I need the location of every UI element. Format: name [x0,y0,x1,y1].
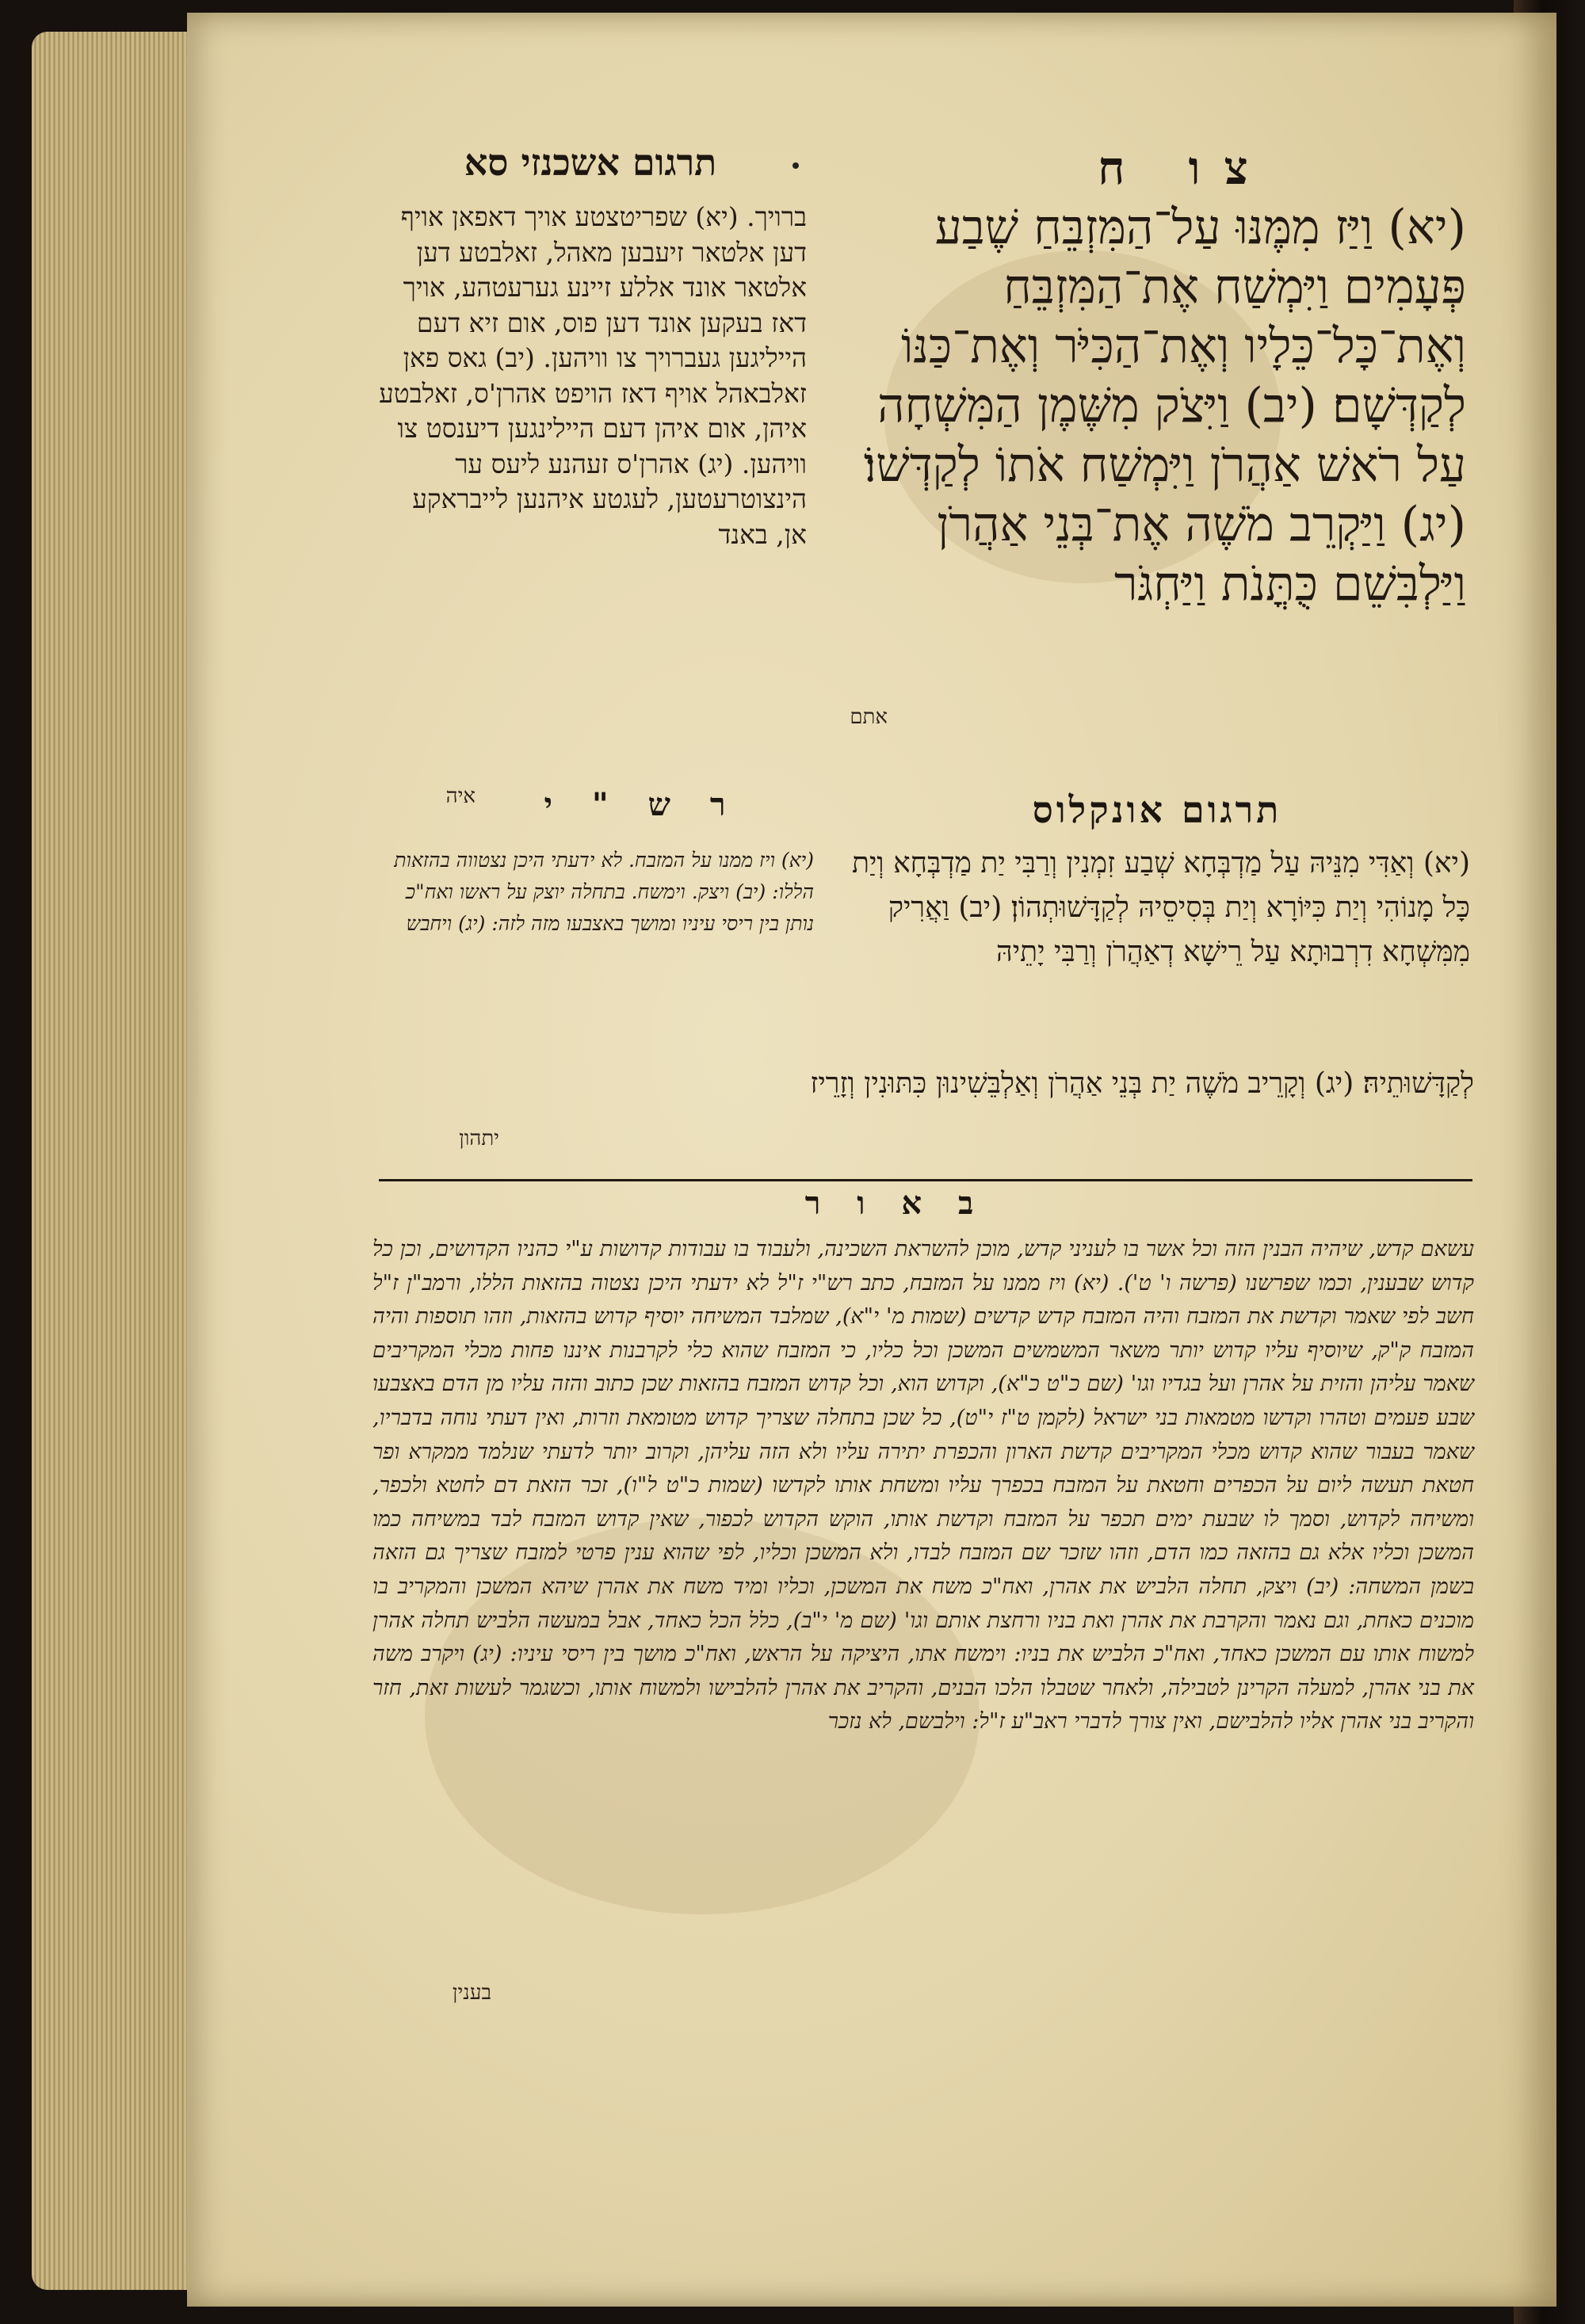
onkelos-continuation: לְקַדָּשׁוּתֵיהּ׃ (יג) וְקָרֵיב מֹשֶׁה יַת בְּנֵי אַהֲרֹן וְאַלְבֵּשִׁינוּן כִּתּוּנִין וְזָרֵיז [810,1067,1474,1100]
onkelos-catchword: יתהון [459,1127,499,1151]
page-header-right: צו ח [1098,141,1272,195]
biur-title: ב א ו ר [804,1185,987,1222]
rashi-text: (יא) ויז ממנו על המזבח. לא ידעתי היכן נצטווה בהזאות הללו: (יב) ויצק. וימשח. בתחלה יוצק על ראשו ואח"כ נותן בין ריסי עיניו ומושך באצבעו מזה לזה: (יג) ויחבש [394,849,814,935]
yiddish-translation-text: ברויך. (יא) שפריטצטע אויך דאפאן אויף דען אלטאר זיעבען מאהל, זאלבטע דען אלטאר אונד אללע זיינע גערעטהע, אויך דאז בעקען אונד דען פוס, אום זיא דעם הייליגען געברויך צו וויהען. (יב) גאס פאן זאלבאהל אויף דאז הויפט אהרן'ס, זאלבטע איהן, אום איהן דעם היילינגען דיענסט צו וויהען. (יג) אהרן'ס זעהנע ליעס ער הינצוטרעטען, לעגטע איהנען לייבראקע אן, באנד [379,201,807,550]
biur-commentary-text: עשאם קדש, שיהיה הבנין הזה וכל אשר בו לעניני קדש, מוכן להשראת השכינה, ולעבוד בו עבודות קדושות ע"י כהניו הקדושים, וכן כל קדוש שבענין, וכמו שפרשנו (פרשה ו' ט'). (יא) ויז ממנו על המזבח, כתב רש"י ז"ל לא ידעתי היכן נצטוה בהזאות הללו, ורמב"ן ז"ל חשב לפי שאמר וקדשת את המזבח והיה המזבח קדש קדשים (שמות מ' י"א), שמלבד המשיחה יוסיף קדוש בהזאות, וזהו תוספות והיה המזבח ק"ק, שיוסיף עליו קדוש יותר משאר המשמשים המשכן וכל כליו, כי המזבח שהוא כלי לקרבנות איננו פחות מכלי המקריבים שאמר עליהן והזית על אהרן ועל בגדיו וגו' (שם כ"ט כ"א), וקדוש הוא, וכל קדוש המזבח בהזאות שכן כתוב והזה עליו מן הדם באצבעו שבע פעמים וטהרו וקדשו מטמאות בני ישראל (לקמן ט"ז י"ט), כל שכן בתחלה שצריך קדוש מטומאת וזרות, ואין דעתי נוחה בדבריו, שאמר בעבור שהוא קדוש מכלי המקריבים קדשת הארון והכפרת יתירה עליו ולא הזה עליהן, וקרוב יותר לדעתי שנלמד ממקרא ופר חטאת תעשה ליום על הכפרים וחטאת על המזבח בכפרך עליו ומשחת אותו לקדשו (שמות כ"ט ל"ו), זכר הזאת דם לחטא ולכפר, ומשיחה לקדוש, וסמך לו שבעת ימים תכפר על המזבח וקדשת אותו, הוקש הקדוש לכפור, שאין קדוש המזבח לבד במשיחה כמו המשכן וכליו אלא גם בהזאה כמו הדם, וזהו שזכר שם המזבח לבדו, ולא המשכן וכליו, לפי שהוא ענין פרטי למזבח שצריך גם הזאה בשמן המשחה: (יב) ויצק, תחלה הלביש את אהרן, ואח"כ משח את המשכן, וכליו ומיד משח את אהרן שיהא המשכן והמקריב בו מוכנים כאחת, וגם נאמר והקרבת את אהרן ואת בניו ורחצת אותם וגו' (שם מ' י"ב), כלל הכל כאחד, אבל במעשה הלביש תחלה אהרן למשוח אותו עם המשכן כאחד, ואח"כ הלביש את בניו: וימשח אתו, היציקה על הראש, ואח"כ מושך בין ריסי עיניו: (יג) ויקרב משה את בני אהרן, למעלה הקרינן לטבילה, ולאחר שטבלו הלכו הבנים, והקריב את אהרן להלבישו ולמשוח אותו, וכשגמר לעשות זאת, חזר והקריב בני אהרן אליו להלבישם, ואין צורך לדברי ראב"ע ז"ל: וילבשם, לא נזכר [372,1237,1474,1734]
onkelos-title: תרגום אונקלוס [1032,788,1282,831]
torah-text: (יא) וַיַּז מִמֶּנּוּ עַל־הַמִּזְבֵּחַ שֶׁבַע פְּעָמִים וַיִּמְשַׁח אֶת־הַמִּזְבֵּחַ וְאֶת־כָּל־כֵּלָיו וְאֶת־הַכִּיֹּר וְאֶת־כַּנּוֹ לְקַדְּשָׁם׃ (יב) וַיִּצֹק מִשֶּׁמֶן הַמִּשְׁחָה עַל רֹאשׁ אַהֲרֹן וַיִּמְשַׁח אֹתוֹ לְקַדְּשׁוֹ׃ (יג) וַיַּקְרֵב מֹשֶׁה אֶת־בְּנֵי אַהֲרֹן וַיַּלְבִּשֵׁם כֻּתֳּנֹת וַיַּחְגֹּר [863,200,1466,612]
page-stack-edge [32,32,190,2290]
section-divider [379,1179,1472,1181]
rashi-title: ר ש " י [544,786,740,823]
torah-catchword: אתם [850,705,888,729]
page-header-left: תרגום אשכנזי סא [464,141,717,184]
yiddish-catchword: איה [445,784,476,808]
onkelos-text: (יא) וְאַדִּי מִנֵּיהּ עַל מַדְבְּחָא שְׁבַע זִמְנִין וְרַבִּי יַת מַדְבְּחָא וְיַת כָּל מָנוֹהִי וְיַת כִּיּוֹרָא וְיַת בְּסִיסֵיהּ לְקַדָּשׁוּתְהוֹן׃ (יב) וַאֲרִיק מִמִּשְׁחָא דִרְבוּתָא עַל רֵישָׁא דְאַהֲרֹן וְרַבִּי יָתֵיהּ [852,847,1470,968]
biur-catchword: בענין [452,1981,491,2005]
